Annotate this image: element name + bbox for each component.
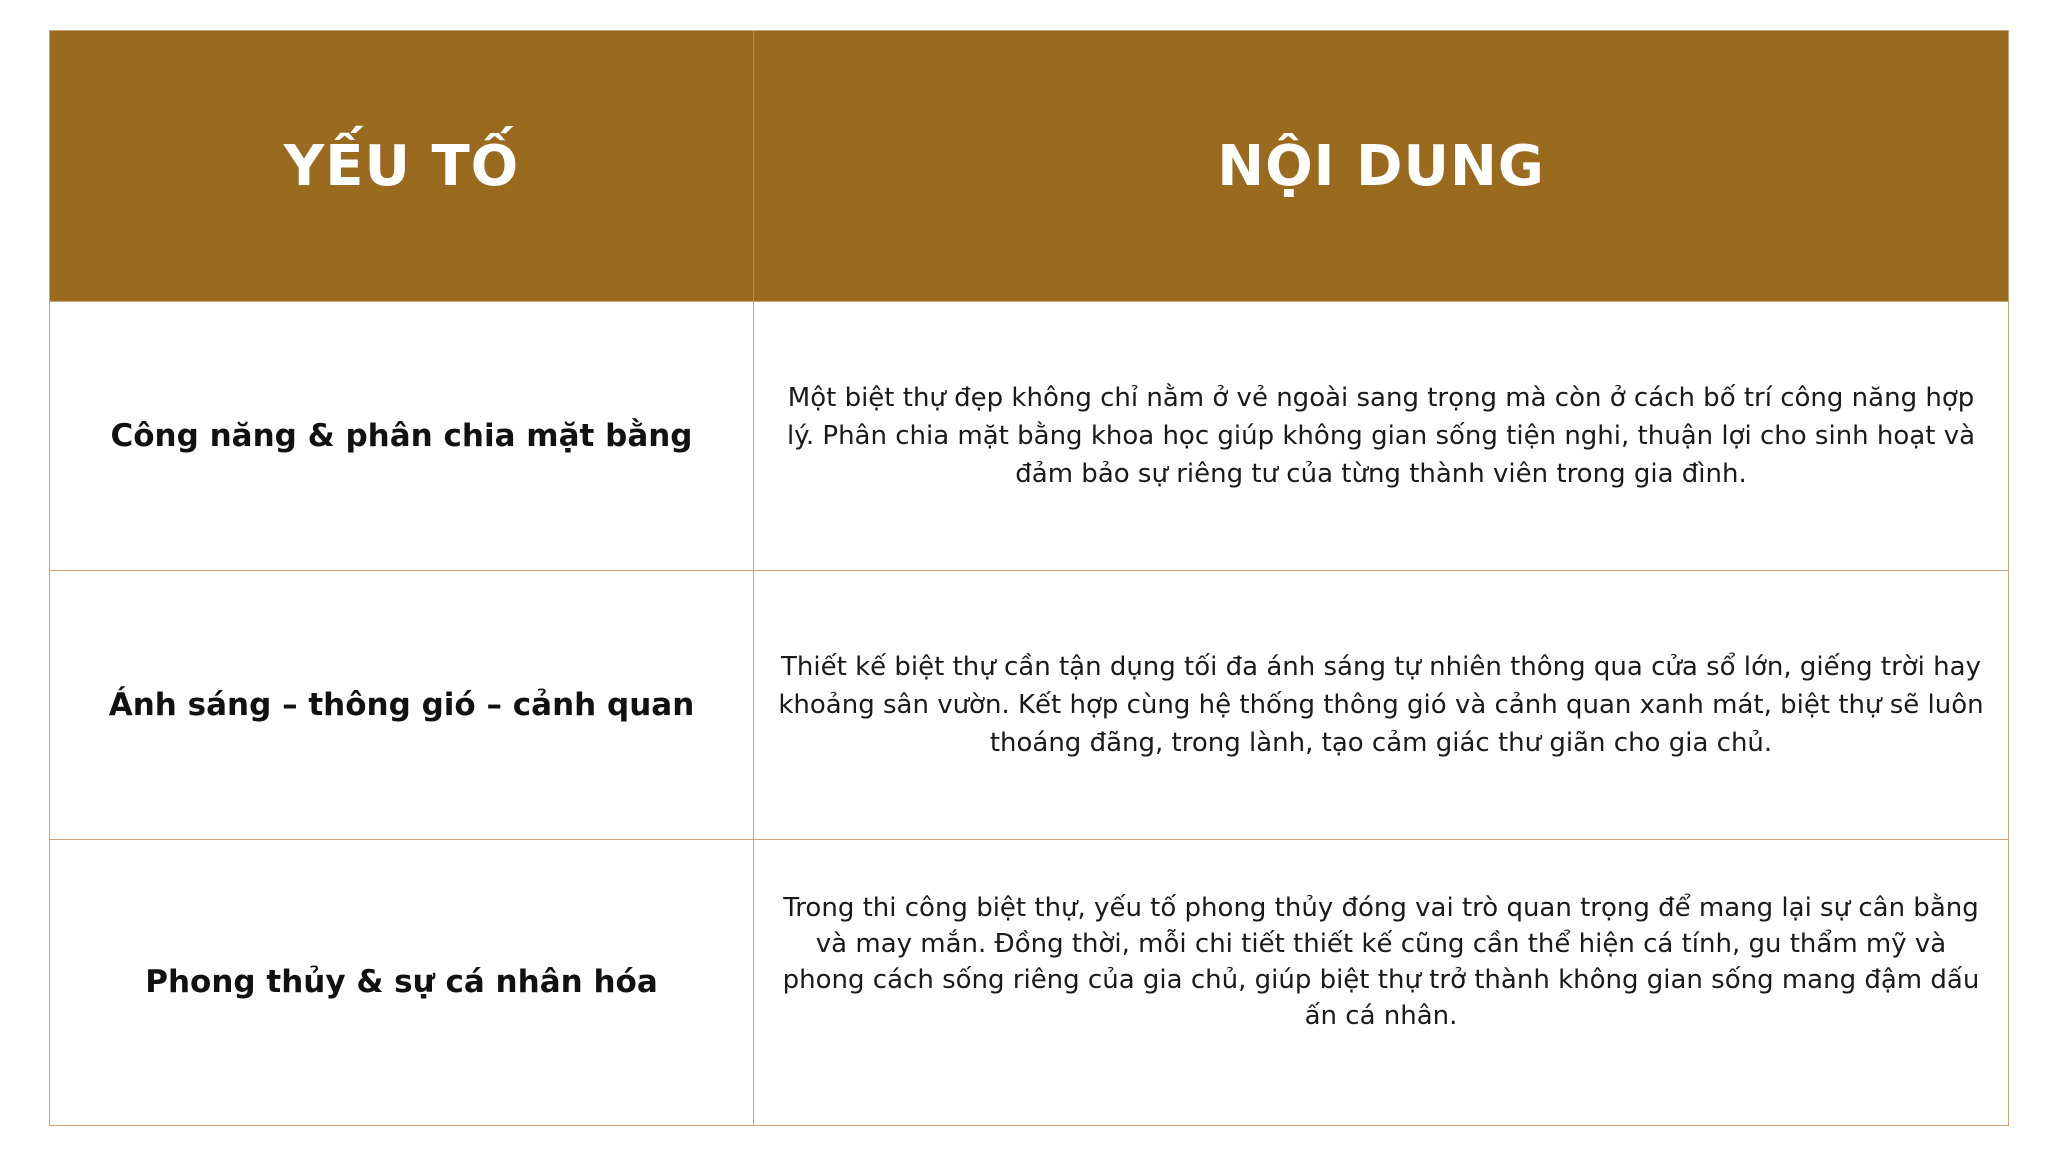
table-row — [50, 570, 2008, 839]
table-row — [50, 301, 2008, 570]
table-header — [50, 31, 2008, 301]
table-row — [50, 839, 2008, 1125]
comparison-table — [49, 30, 2009, 1126]
row-factor: Phong thủy & sự cá nhân hóa — [50, 840, 754, 1125]
row-content: Một biệt thự đẹp không chỉ nằm ở vẻ ngoài sang trọng mà còn ở cách bố trí công năng hợp lý. Phân chia mặt bằng khoa học giúp không gian sống tiện nghi, thuận lợi cho sinh hoạt và đảm bảo sự riêng tư của từng thành viên trong gia đình. — [786, 383, 1976, 489]
row-content: Thiết kế biệt thự cần tận dụng tối đa ánh sáng tự nhiên thông qua cửa sổ lớn, giếng trời hay khoảng sân vườn. Kết hợp cùng hệ thống thông gió và cảnh quan xanh mát, biệt thự sẽ luôn thoáng đãng, trong lành, tạo cảm giác thư giãn cho gia chủ. — [778, 652, 1984, 758]
row-content: Trong thi công biệt thự, yếu tố phong thủy đóng vai trò quan trọng để mang lại sự cân bằng và may mắn. Đồng thời, mỗi chi tiết thiết kế cũng cần thể hiện cá tính, gu thẩm mỹ và phong cách sống riêng của gia chủ, giúp biệt thự trở thành không gian sống mang đậm dấu ấn cá nhân. — [782, 893, 1980, 1031]
row-factor: Công năng & phân chia mặt bằng — [50, 302, 754, 570]
header-factor: YẾU TỐ — [50, 31, 754, 301]
header-content: NỘI DUNG — [1217, 133, 1545, 199]
row-factor: Ánh sáng – thông gió – cảnh quan — [50, 571, 754, 839]
